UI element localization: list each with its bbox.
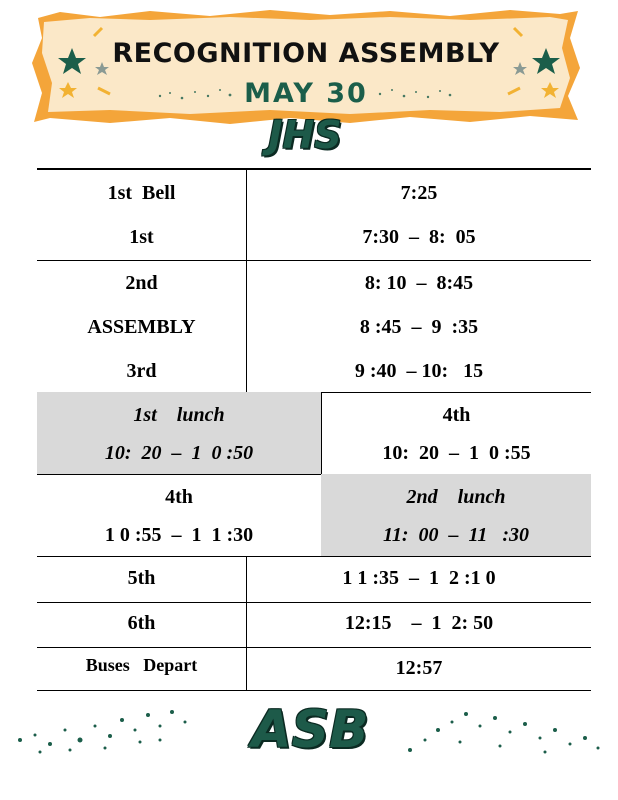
time-cell: [246, 647, 591, 690]
period-cell: [37, 260, 246, 392]
period-label: 5th: [127, 567, 156, 589]
lunch-label: 1st lunch: [133, 404, 225, 426]
sparkle-right: [400, 700, 608, 770]
period-cell: [37, 474, 321, 556]
period-time: 9 :40 – 10: 15: [354, 360, 484, 382]
period-time: 1 0 :55 – 1 1 :30: [104, 524, 254, 546]
time-cell: [246, 557, 591, 602]
sparkle-left: [10, 700, 210, 770]
period-time: 12:57: [395, 657, 443, 679]
period-time: 8 :45 – 9 :35: [359, 316, 479, 338]
period-time: 7:30 – 8: 05: [362, 226, 476, 248]
banner-date: MAY 30: [244, 78, 368, 109]
period-cell: [37, 170, 246, 260]
period-cell: [37, 647, 246, 690]
time-cell: [246, 170, 591, 260]
period-label: 2nd: [125, 272, 158, 294]
period-label: 4th: [442, 404, 471, 426]
period-label: Buses Depart: [85, 655, 198, 675]
period-cell: [37, 557, 246, 602]
period-cell: [37, 602, 246, 647]
period-label: 4th: [165, 486, 193, 508]
table-row: [37, 260, 591, 393]
table-row: [37, 392, 591, 475]
table-row: [37, 602, 591, 648]
lunch-time: 11: 00 – 11 :30: [382, 524, 530, 546]
table-row: [37, 647, 591, 691]
schedule-table: [37, 168, 591, 690]
lunch-label: 2nd lunch: [406, 486, 506, 508]
period-label: ASSEMBLY: [87, 316, 196, 338]
period-time: 12:15 – 1 2: 50: [344, 612, 494, 634]
lunch-cell: [321, 474, 591, 556]
lunch-time: 10: 20 – 1 0 :50: [104, 442, 254, 464]
period-cell: [321, 392, 591, 474]
asb-logo: ASB: [251, 700, 369, 760]
banner: [30, 8, 582, 126]
period-time: 7:25: [400, 182, 438, 204]
period-label: 1st Bell: [107, 182, 176, 204]
jhs-logo: JHS: [268, 113, 342, 157]
time-cell: [246, 602, 591, 647]
time-cell: [246, 260, 591, 392]
table-row: [37, 170, 591, 261]
lunch-cell: [37, 392, 321, 474]
table-row: [37, 556, 591, 603]
period-label: 1st: [129, 226, 154, 248]
period-label: 3rd: [126, 360, 157, 382]
banner-title: RECOGNITION ASSEMBLY: [112, 38, 500, 69]
period-time: 10: 20 – 1 0 :55: [382, 442, 531, 464]
period-time: 1 1 :35 – 1 2 :1 0: [342, 567, 496, 589]
period-label: 6th: [127, 612, 156, 634]
table-row: [37, 474, 591, 556]
period-time: 8: 10 – 8:45: [364, 272, 474, 294]
